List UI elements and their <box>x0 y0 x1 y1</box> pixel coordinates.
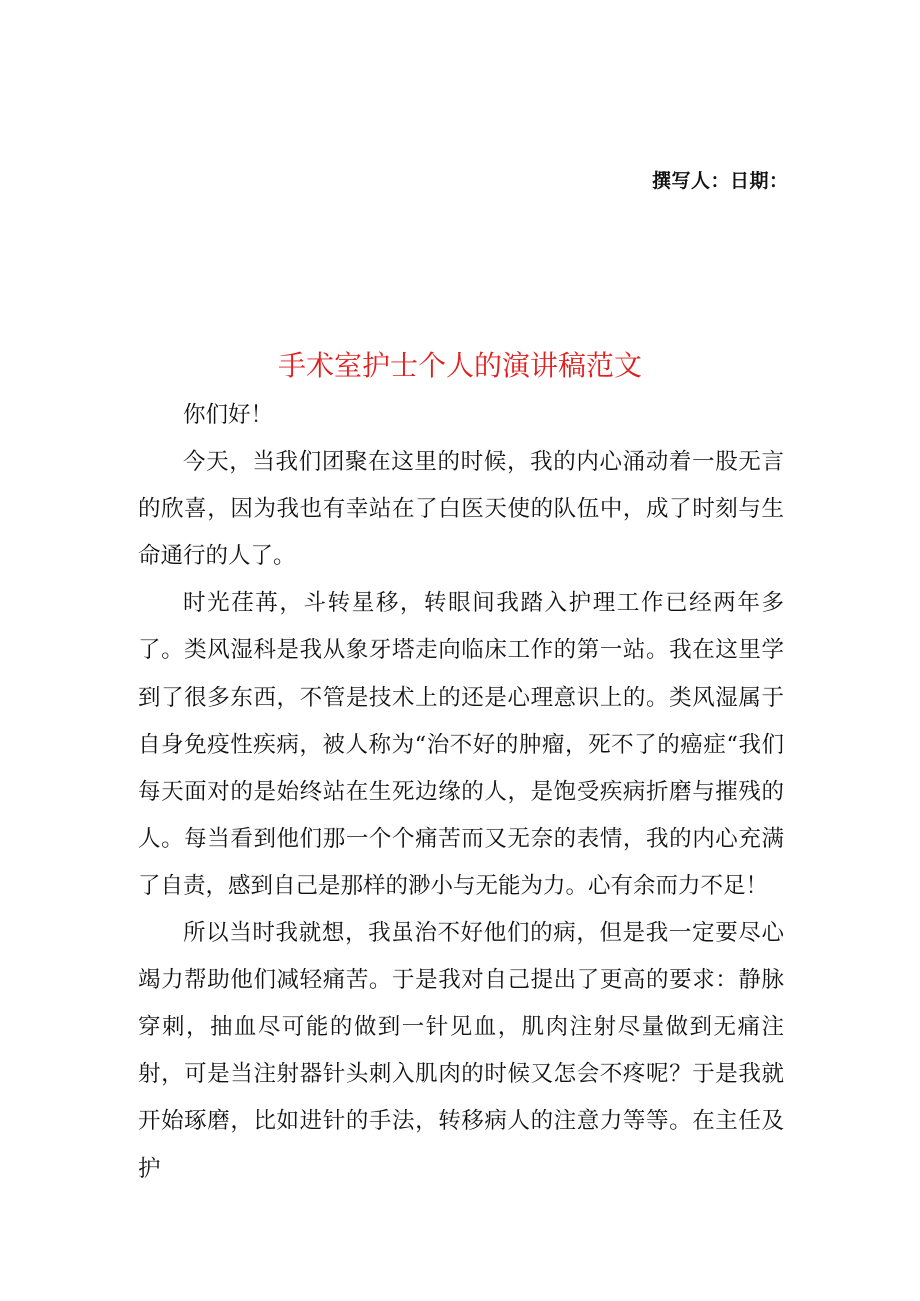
document-body <box>138 392 784 1193</box>
paragraph: 所以当时我就想，我虽治不好他们的病，但是我一定要尽心竭力帮助他们减轻痛苦。于是我对自己提出了更高的要求：静脉穿刺，抽血尽可能的做到一针见血，肌肉注射尽量做到无痛注射，可是当注射器针头刺入肌肉的时候又怎会不疼呢？于是我就开始琢磨，比如进针的手法，转移病人的注意力等等。在主任及护 <box>138 920 784 1182</box>
paragraph-greeting: 你们好！ <box>183 402 274 428</box>
paragraph: 今天，当我们团聚在这里的时候，我的内心涌动着一股无言的欣喜，因为我也有幸站在了白医天使的队伍中，成了时刻与生命通行的人了。 <box>138 449 784 570</box>
paragraph: 时光荏苒，斗转星移，转眼间我踏入护理工作已经两年多了。类风湿科是我从象牙塔走向临床工作的第一站。我在这里学到了很多东西，不管是技术上的还是心理意识上的。类风湿属于自身免疫性疾病，被人称为“治不好的肿瘤，死不了的癌症“我们每天面对的是始终站在生死边缘的人，是饱受疾病折磨与摧残的人。每当看到他们那一个个痛苦而又无奈的表情，我的内心充满了自责，感到自己是那样的渺小与无能为力。心有余而力不足！ <box>138 590 784 899</box>
author-date-line: 撰写人：日期： <box>652 170 789 192</box>
document-title: 手术室护士个人的演讲稿范文 <box>277 349 642 382</box>
